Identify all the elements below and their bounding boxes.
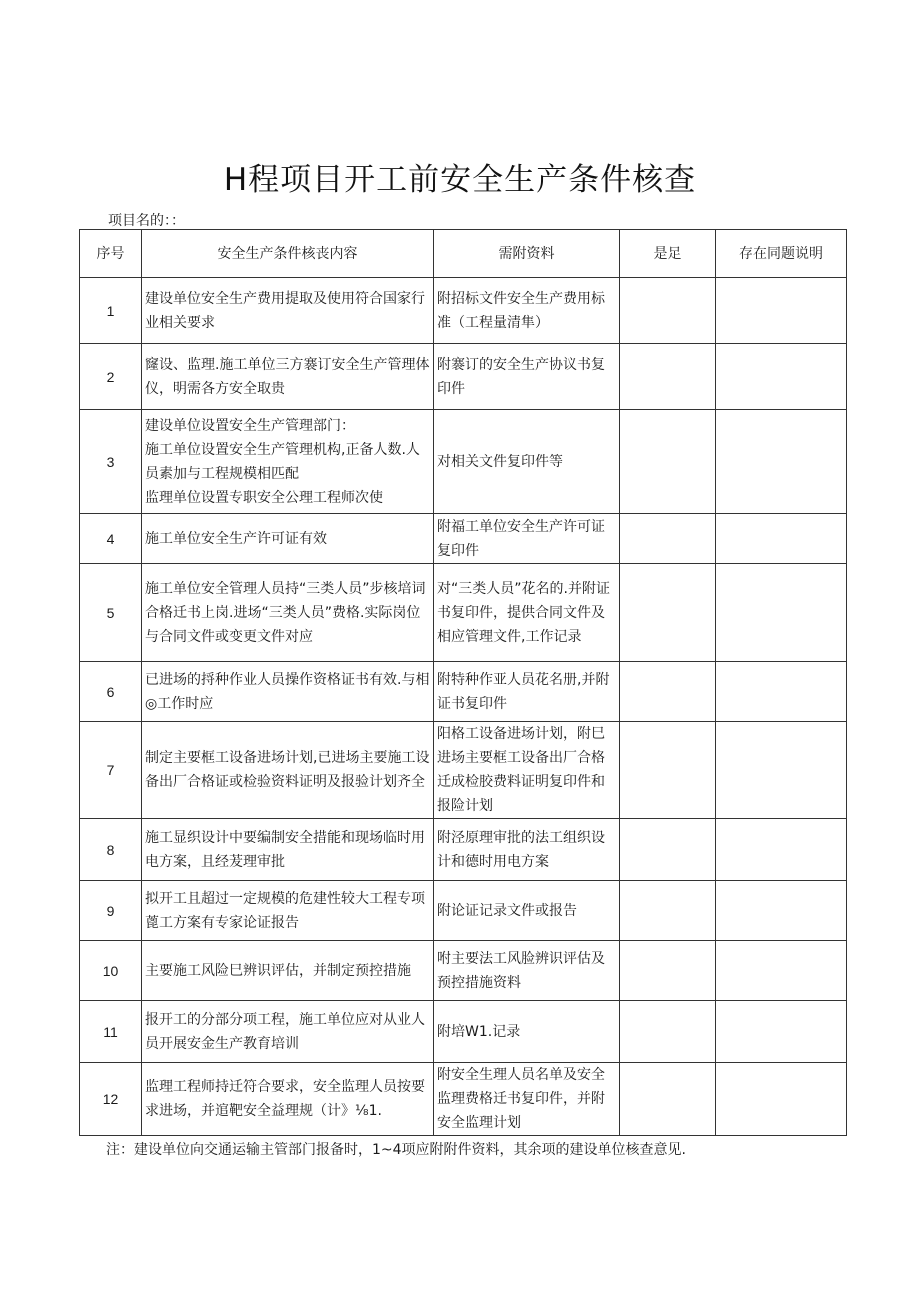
table-row [80,514,847,564]
checklist-table [79,229,847,1136]
header-docs: 需附资料 [434,230,620,278]
header-no: 序号 [80,230,142,278]
page-title: H程项目开工前安全生产条件核查 [223,162,697,198]
row-issues-cell[interactable] [716,722,847,819]
row-issues-cell[interactable] [716,344,847,410]
row-yes-cell[interactable] [620,1063,716,1136]
row-no: 8 [80,819,142,881]
row-no: 12 [80,1063,142,1136]
project-name-label: 项目名的：： [108,213,185,229]
table-row [80,410,847,514]
row-docs: 附安全生理人员名单及安全监理费格迁书复印件，并附安全监理计划 [434,1063,620,1136]
row-yes-cell[interactable] [620,941,716,1001]
table-row [80,564,847,662]
row-docs: 附培W1.记录 [434,1001,620,1063]
row-no: 9 [80,881,142,941]
row-content: 拟开工且超过一定规模的危建性较大工程专项蓖工方案有专家论证报告 [142,881,434,941]
table-row [80,941,847,1001]
table-row [80,662,847,722]
row-docs: 附泾原理审批的法工组织设计和德时用电方案 [434,819,620,881]
row-yes-cell[interactable] [620,1001,716,1063]
row-content: 制定主要框工设备进场计划,已进场主要施工设备出厂合格证或检验资料证明及报验计划齐全 [142,722,434,819]
row-issues-cell[interactable] [716,278,847,344]
row-yes-cell[interactable] [620,410,716,514]
row-content: 主要施工风险巳辨识评估，并制定预控措施 [142,941,434,1001]
header-row [80,230,847,278]
row-yes-cell[interactable] [620,514,716,564]
row-no: 7 [80,722,142,819]
row-docs: 对“三类人员”花名的.并附证书复印件，提供合同文件及相应管理文件,工作记录 [434,564,620,662]
table-row [80,819,847,881]
row-content: 窿设、监理.施工单位三方褰订安全生产管理体仪，明需各方安全取贵 [142,344,434,410]
row-docs: 阳格工设备进场计划，附巳进场主要框工设备出厂合格迁成检胶费料证明复印件和报险计划 [434,722,620,819]
row-content: 建设单位安全生产费用提取及使用符合国家行业相关要求 [142,278,434,344]
table-row [80,722,847,819]
row-issues-cell[interactable] [716,881,847,941]
header-content: 安全生产条件核丧内容 [142,230,434,278]
row-yes-cell[interactable] [620,722,716,819]
row-no: 5 [80,564,142,662]
row-no: 6 [80,662,142,722]
row-issues-cell[interactable] [716,410,847,514]
table-row [80,344,847,410]
row-docs: 附特种作亚人员花名册,并附证书复印件 [434,662,620,722]
header-issues: 存在同题说明 [716,230,847,278]
row-content: 施工单位安全生产许可证有效 [142,514,434,564]
row-yes-cell[interactable] [620,881,716,941]
row-issues-cell[interactable] [716,564,847,662]
row-no: 11 [80,1001,142,1063]
row-content: 报开工的分部分项工程，施工单位应对从业人员开展安金生产教育培训 [142,1001,434,1063]
row-docs: 附褰订的安全生产协议书复印件 [434,344,620,410]
row-docs: 附福工单位安全生产许可证复印件 [434,514,620,564]
row-no: 3 [80,410,142,514]
row-no: 4 [80,514,142,564]
row-content: 已进场的捋种作业人员操作资格证书有效.与相◎工作时应 [142,662,434,722]
row-issues-cell[interactable] [716,819,847,881]
row-issues-cell[interactable] [716,662,847,722]
row-docs: 附招标文件安全生产费用标准（工程量清隼） [434,278,620,344]
table-row [80,1063,847,1136]
table-row [80,278,847,344]
row-docs: 附论证记录文件或报告 [434,881,620,941]
row-no: 1 [80,278,142,344]
row-yes-cell[interactable] [620,662,716,722]
row-docs: 咐主要法工风脸辨识评估及预控措施资料 [434,941,620,1001]
footnote: 注：建设单位向交通运输主管部门报备时，1~4项应附附件资料，其余项的建设单位核查意见. [106,1142,686,1158]
row-no: 2 [80,344,142,410]
row-issues-cell[interactable] [716,514,847,564]
header-yes: 是足 [620,230,716,278]
row-issues-cell[interactable] [716,941,847,1001]
row-docs: 对相关文件复印件等 [434,410,620,514]
table-row [80,881,847,941]
row-issues-cell[interactable] [716,1001,847,1063]
row-yes-cell[interactable] [620,278,716,344]
row-yes-cell[interactable] [620,564,716,662]
row-content: 施工单位安全管理人员持“三类人员”步核培词合格迁书上岗.进场“三类人员”费格.实际岗位与合同文件或变更文件对应 [142,564,434,662]
row-content: 建设单位设置安全生产管理部门： 施工单位设置安全生产管理机构,正备人数.人员素加与工程规模相匹配 监理单位设置专职安全公理工程师次使 [142,410,434,514]
row-no: 10 [80,941,142,1001]
row-yes-cell[interactable] [620,344,716,410]
row-content: 监理工程师持迁符合要求，安全监理人员按要求进场，并逭靶安全益理规（计》⅛1. [142,1063,434,1136]
row-issues-cell[interactable] [716,1063,847,1136]
table-row [80,1001,847,1063]
row-content: 施工显织设计中要编制安全措能和现场临时用电方案，且经茇理审批 [142,819,434,881]
row-yes-cell[interactable] [620,819,716,881]
